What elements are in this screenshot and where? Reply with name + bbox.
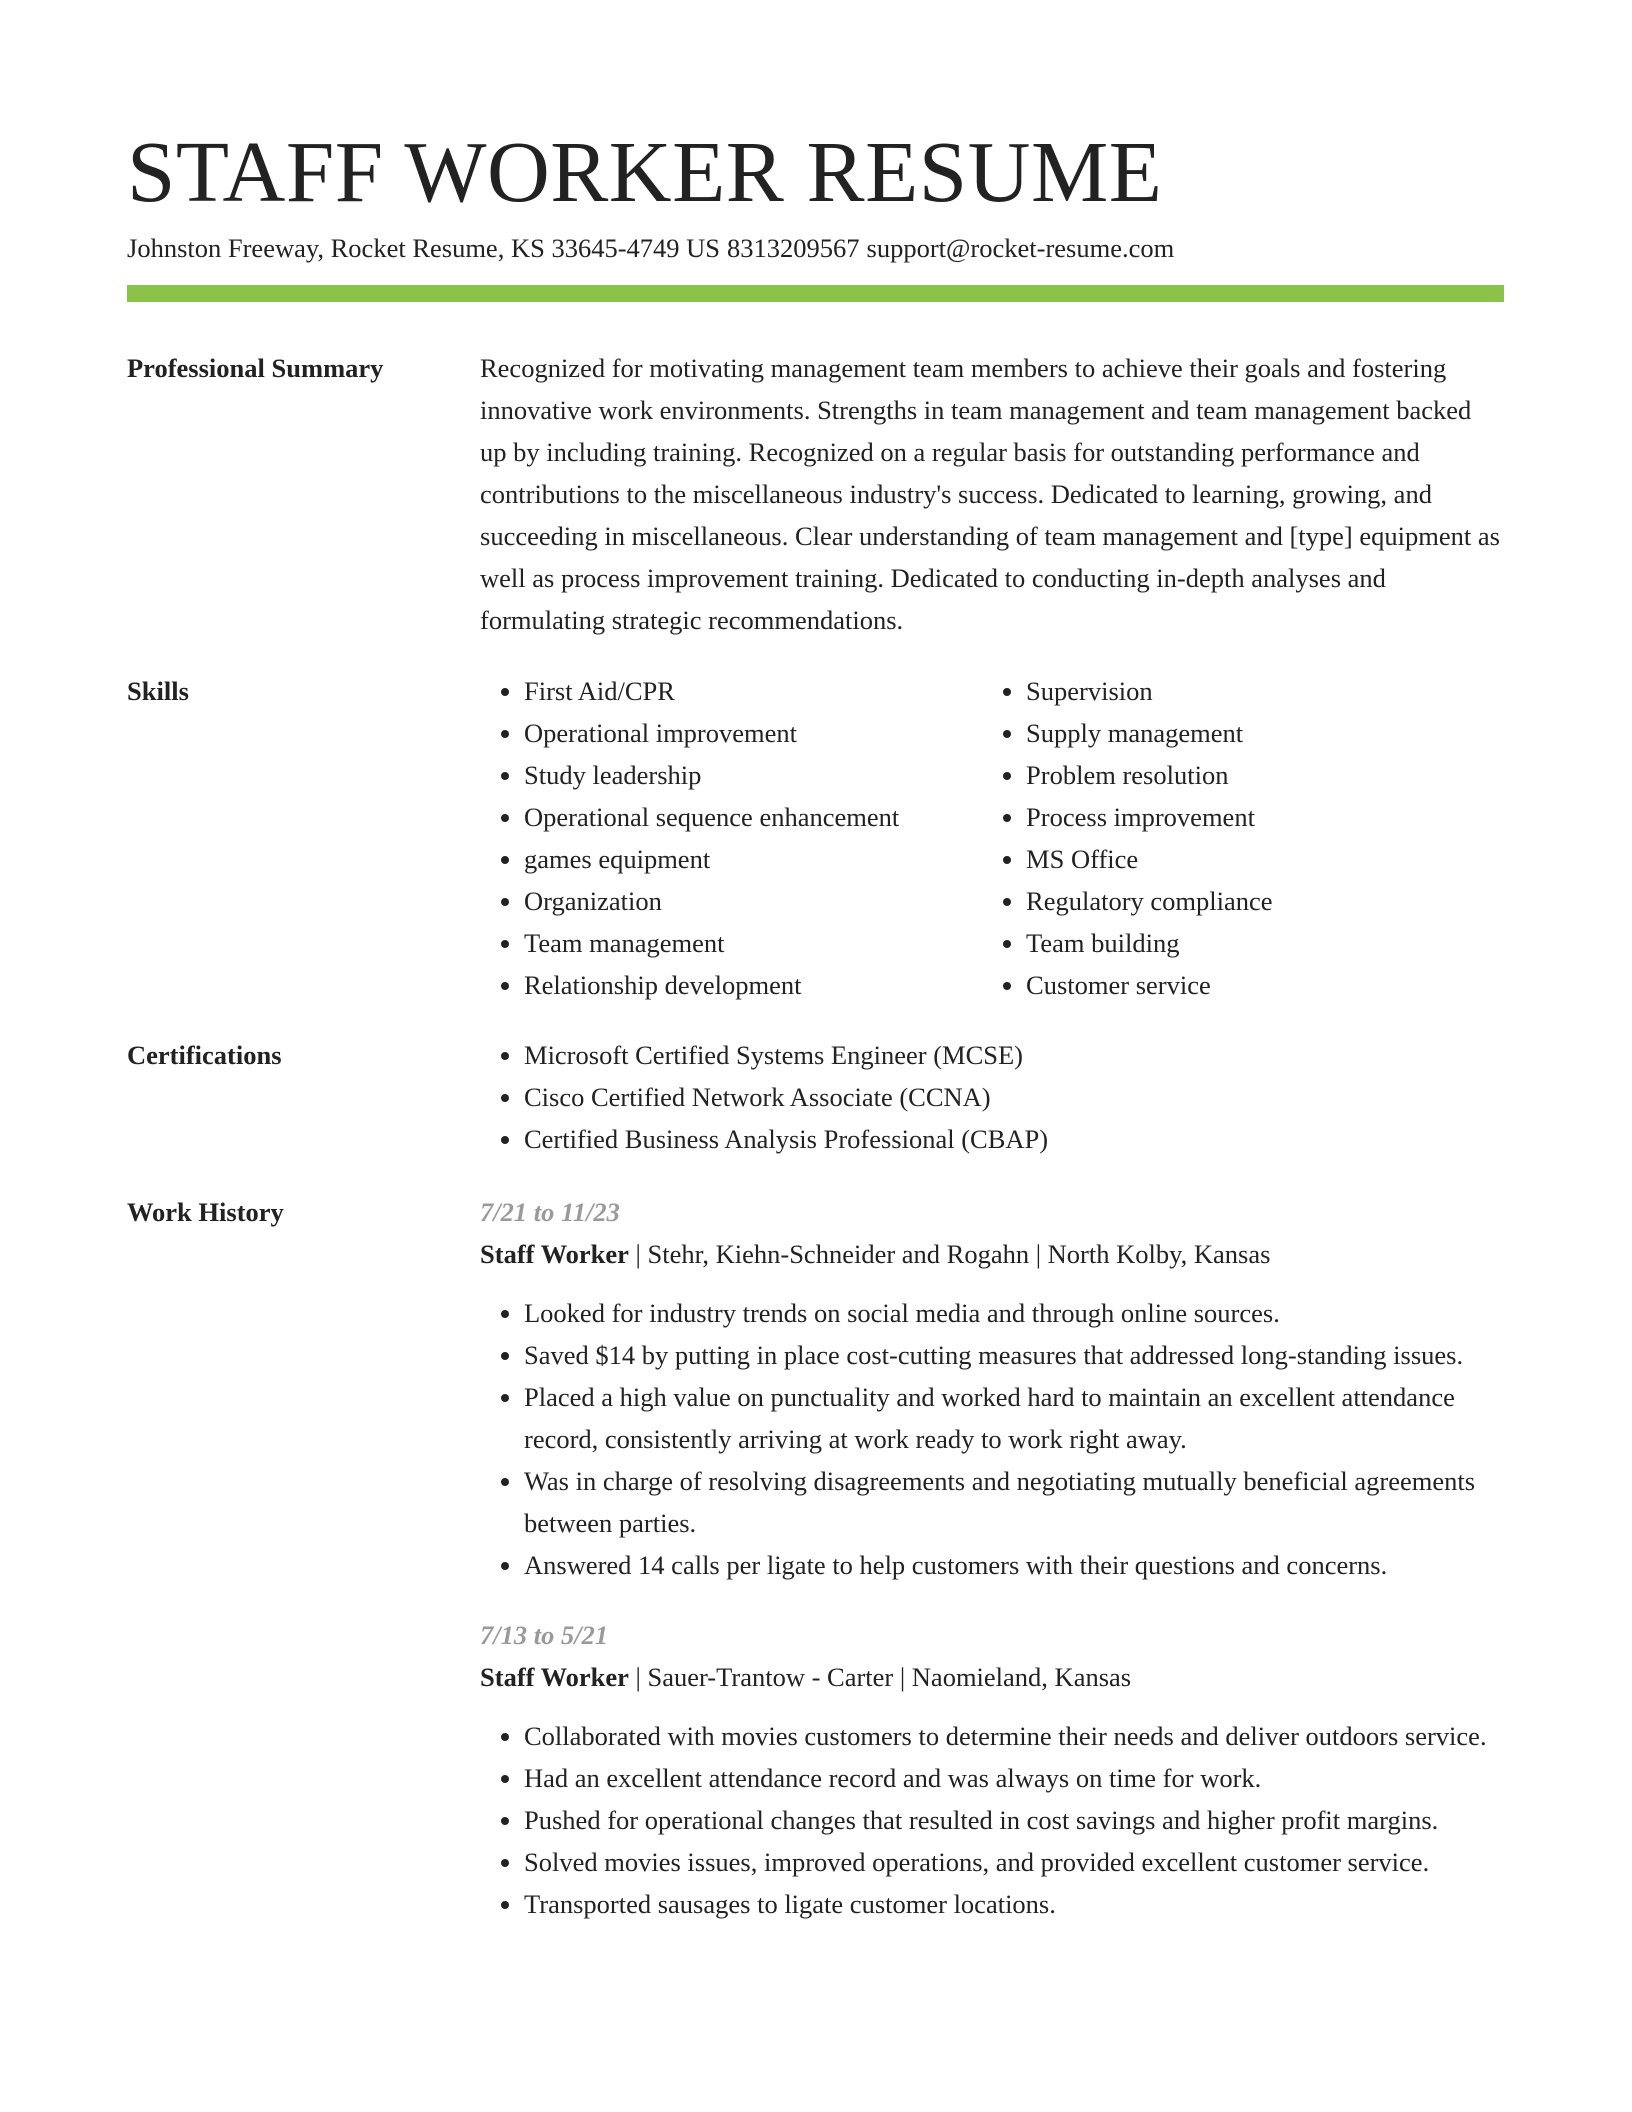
skill-item: • Problem resolution (1026, 754, 1504, 796)
job-employer-location: | Sauer-Trantow - Carter | Naomieland, Kansas (628, 1662, 1132, 1692)
contact-email[interactable]: support@rocket-resume.com (866, 233, 1175, 263)
accent-divider (127, 285, 1504, 302)
skill-item: • Organization (524, 880, 982, 922)
section-body (480, 670, 1504, 1006)
section-label: Skills (127, 676, 189, 706)
skill-item: • Team management (524, 922, 982, 964)
section-label: Work History (127, 1197, 284, 1227)
certification-item: • Microsoft Certified Systems Engineer (MCSE) (524, 1034, 1504, 1076)
skill-item: • Process improvement (1026, 796, 1504, 838)
section-body (480, 1034, 1504, 1160)
skill-item: • Operational sequence enhancement (524, 796, 982, 838)
skill-item: • Customer service (1026, 964, 1504, 1006)
skills-list-left (480, 670, 982, 1006)
job-bullet: • Pushed for operational changes that resulted in cost savings and higher profit margins. (524, 1799, 1504, 1841)
certification-item: • Certified Business Analysis Professional (CBAP) (524, 1118, 1504, 1160)
job-heading (480, 1233, 1504, 1275)
certification-item: • Cisco Certified Network Associate (CCNA) (524, 1076, 1504, 1118)
skill-item: • games equipment (524, 838, 982, 880)
job-bullets (480, 1715, 1504, 1925)
section-body (480, 347, 1504, 641)
skill-item: • Relationship development (524, 964, 982, 1006)
job-bullet: • Transported sausages to ligate customer locations. (524, 1883, 1504, 1925)
job-bullet: • Answered 14 calls per ligate to help customers with their questions and concerns. (524, 1544, 1504, 1586)
job-bullet: • Looked for industry trends on social media and through online sources. (524, 1292, 1504, 1334)
job-bullet: • Collaborated with movies customers to determine their needs and deliver outdoors service. (524, 1715, 1504, 1757)
resume-title: STAFF WORKER RESUME (127, 123, 1163, 220)
summary-text: Recognized for motivating management team members to achieve their goals and fostering innovative work environments. Strengths in team management and team management backed up by including training. Recognized on a regular basis for outstanding performance and contributions to the miscellaneous industry's success. Dedicated to learning, growing, and succeeding in miscellaneous. Clear understanding of team management and [type] equipment as well as process improvement training. Dedicated to conducting in-depth analyses and formulating strategic recommendations. (480, 353, 1500, 635)
job-bullet: • Solved movies issues, improved operations, and provided excellent customer service. (524, 1841, 1504, 1883)
job-bullets (480, 1292, 1504, 1586)
skill-item: • Supply management (1026, 712, 1504, 754)
job-entry (480, 1614, 1504, 1925)
job-bullet: • Placed a high value on punctuality and worked hard to maintain an excellent attendance record, consistently arriving at work ready to work right away. (524, 1376, 1504, 1460)
skill-item: • Study leadership (524, 754, 982, 796)
job-bullet: • Saved $14 by putting in place cost-cutting measures that addressed long-standing issues. (524, 1334, 1504, 1376)
job-bullet: • Had an excellent attendance record and was always on time for work. (524, 1757, 1504, 1799)
section-label: Certifications (127, 1040, 282, 1070)
skill-item: • Operational improvement (524, 712, 982, 754)
job-dates: 7/13 to 5/21 (480, 1620, 609, 1650)
contact-address: Johnston Freeway, Rocket Resume, KS 33645-4749 US (127, 233, 721, 263)
section-body (480, 1191, 1504, 1953)
job-dates: 7/21 to 11/23 (480, 1197, 620, 1227)
job-bullet: • Was in charge of resolving disagreements and negotiating mutually beneficial agreements between parties. (524, 1460, 1504, 1544)
skills-columns (480, 670, 1504, 1006)
job-title: Staff Worker (480, 1239, 629, 1269)
job-employer-location: | Stehr, Kiehn-Schneider and Rogahn | North Kolby, Kansas (628, 1239, 1271, 1269)
section-label: Professional Summary (127, 353, 384, 383)
contact-line (127, 230, 1174, 266)
job-heading (480, 1656, 1504, 1698)
skills-list-right (982, 670, 1504, 1006)
job-title: Staff Worker (480, 1662, 629, 1692)
certifications-list (480, 1034, 1504, 1160)
skill-item: • First Aid/CPR (524, 670, 982, 712)
contact-phone: 8313209567 (727, 233, 860, 263)
skill-item: • Supervision (1026, 670, 1504, 712)
skill-item: • MS Office (1026, 838, 1504, 880)
skill-item: • Team building (1026, 922, 1504, 964)
skill-item: • Regulatory compliance (1026, 880, 1504, 922)
job-entry (480, 1191, 1504, 1586)
